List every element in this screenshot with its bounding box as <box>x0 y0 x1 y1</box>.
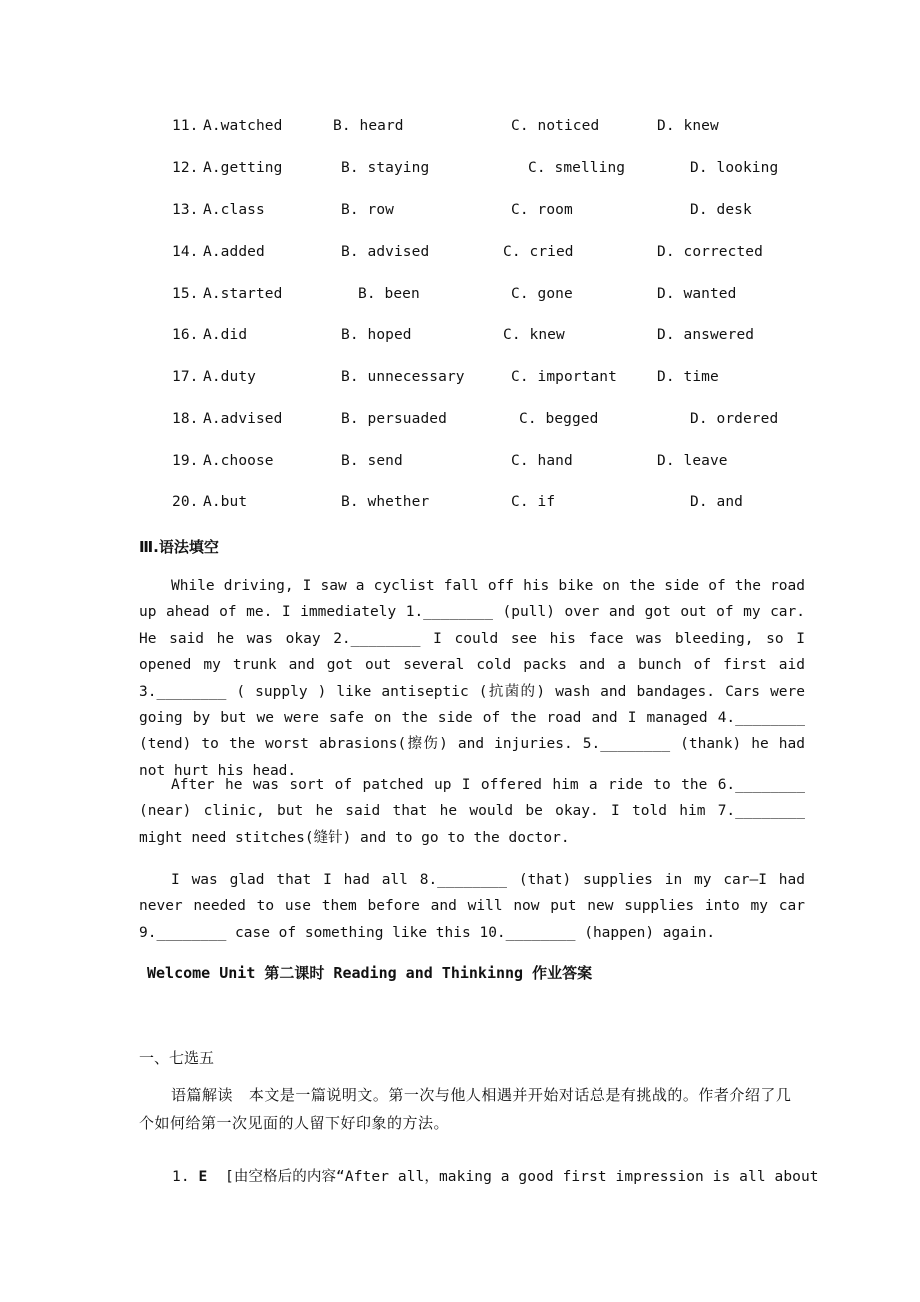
option-c: C. knew <box>503 327 565 343</box>
section-heading: Ⅲ.语法填空 <box>139 538 219 556</box>
option-b: B. whether <box>341 494 430 510</box>
passage-paragraph-2 <box>139 772 805 851</box>
option-a: A.advised <box>203 411 283 427</box>
summary-paragraph <box>139 1081 805 1137</box>
option-a: A.duty <box>203 369 256 385</box>
passage-paragraph-3 <box>139 867 805 946</box>
summary-label: 语篇解读 <box>171 1086 234 1104</box>
option-d: D. wanted <box>657 286 737 302</box>
paragraph-text: While driving, I saw a cyclist fall off his bike on the side of the road up ahead of me. I immediately 1.________ (pull) over and got out of my car. He said he was okay 2.________ I could see his face was bleeding, so I opened my trunk and got out several cold packs and a bunch of first aid 3.________ ( supply ) like antiseptic (抗菌的) wash and bandages. Cars were going by but we were safe on the side of the road and I managed 4.________ (tend) to the worst abrasions(擦伤) and injuries. 5.________ (thank) he had not hurt his head. <box>139 578 805 779</box>
option-b: B. advised <box>341 244 430 260</box>
option-a: A.class <box>203 202 265 218</box>
question-number: 12. <box>172 160 199 176</box>
option-c: C. smelling <box>528 160 626 176</box>
answer-number: 1. <box>172 1169 190 1185</box>
option-d: D. corrected <box>657 244 763 260</box>
option-c: C. gone <box>511 286 573 302</box>
question-number: 20. <box>172 494 199 510</box>
option-b: B. staying <box>341 160 430 176</box>
option-a: A.watched <box>203 118 283 134</box>
answer-explanation: [由空格后的内容“After all，making a good first impression is all about <box>225 1169 819 1185</box>
question-number: 11. <box>172 118 199 134</box>
option-c: C. cried <box>503 244 574 260</box>
answer-line <box>172 1165 819 1186</box>
question-number: 13. <box>172 202 199 218</box>
option-b: B. heard <box>333 118 404 134</box>
option-c: C. noticed <box>511 118 600 134</box>
option-b: B. send <box>341 453 403 469</box>
option-b: B. hoped <box>341 327 412 343</box>
summary-text: 本文是一篇说明文。第一次与他人相遇并开始对话总是有挑战的。作者介绍了几个如何给第一次见面的人留下好印象的方法。 <box>139 1086 792 1132</box>
part-heading: 一、七选五 <box>139 1049 215 1067</box>
paragraph-text: I was glad that I had all 8.________ (that) supplies in my car—I had never needed to use them before and will now put new supplies into my car 9.________ case of something like this 10.________ (happen) again. <box>139 872 805 941</box>
option-d: D. knew <box>657 118 719 134</box>
option-d: D. leave <box>657 453 728 469</box>
option-a: A.added <box>203 244 265 260</box>
answer-letter: E <box>198 1169 208 1185</box>
option-b: B. row <box>341 202 394 218</box>
option-a: A.getting <box>203 160 283 176</box>
option-a: A.did <box>203 327 248 343</box>
option-a: A.but <box>203 494 248 510</box>
question-number: 18. <box>172 411 199 427</box>
question-number: 16. <box>172 327 199 343</box>
option-d: D. answered <box>657 327 755 343</box>
question-number: 14. <box>172 244 199 260</box>
question-number: 15. <box>172 286 199 302</box>
option-a: A.choose <box>203 453 274 469</box>
option-b: B. persuaded <box>341 411 447 427</box>
option-c: C. if <box>511 494 556 510</box>
option-d: D. ordered <box>690 411 779 427</box>
option-c: C. begged <box>519 411 599 427</box>
option-d: D. and <box>690 494 743 510</box>
option-d: D. time <box>657 369 719 385</box>
passage-paragraph-1 <box>139 573 805 784</box>
option-b: B. unnecessary <box>341 369 465 385</box>
option-c: C. important <box>511 369 617 385</box>
question-number: 17. <box>172 369 199 385</box>
option-a: A.started <box>203 286 283 302</box>
answer-section-title: Welcome Unit 第二课时 Reading and Thinkinng 作业答案 <box>147 964 593 982</box>
option-d: D. looking <box>690 160 779 176</box>
paragraph-text: After he was sort of patched up I offered him a ride to the 6.________ (near) clinic, but he said that he would be okay. I told him 7.________ might need stitches(缝针) and to go to the doctor. <box>139 777 805 846</box>
option-c: C. hand <box>511 453 573 469</box>
option-d: D. desk <box>690 202 752 218</box>
option-b: B. been <box>358 286 420 302</box>
question-number: 19. <box>172 453 199 469</box>
option-c: C. room <box>511 202 573 218</box>
